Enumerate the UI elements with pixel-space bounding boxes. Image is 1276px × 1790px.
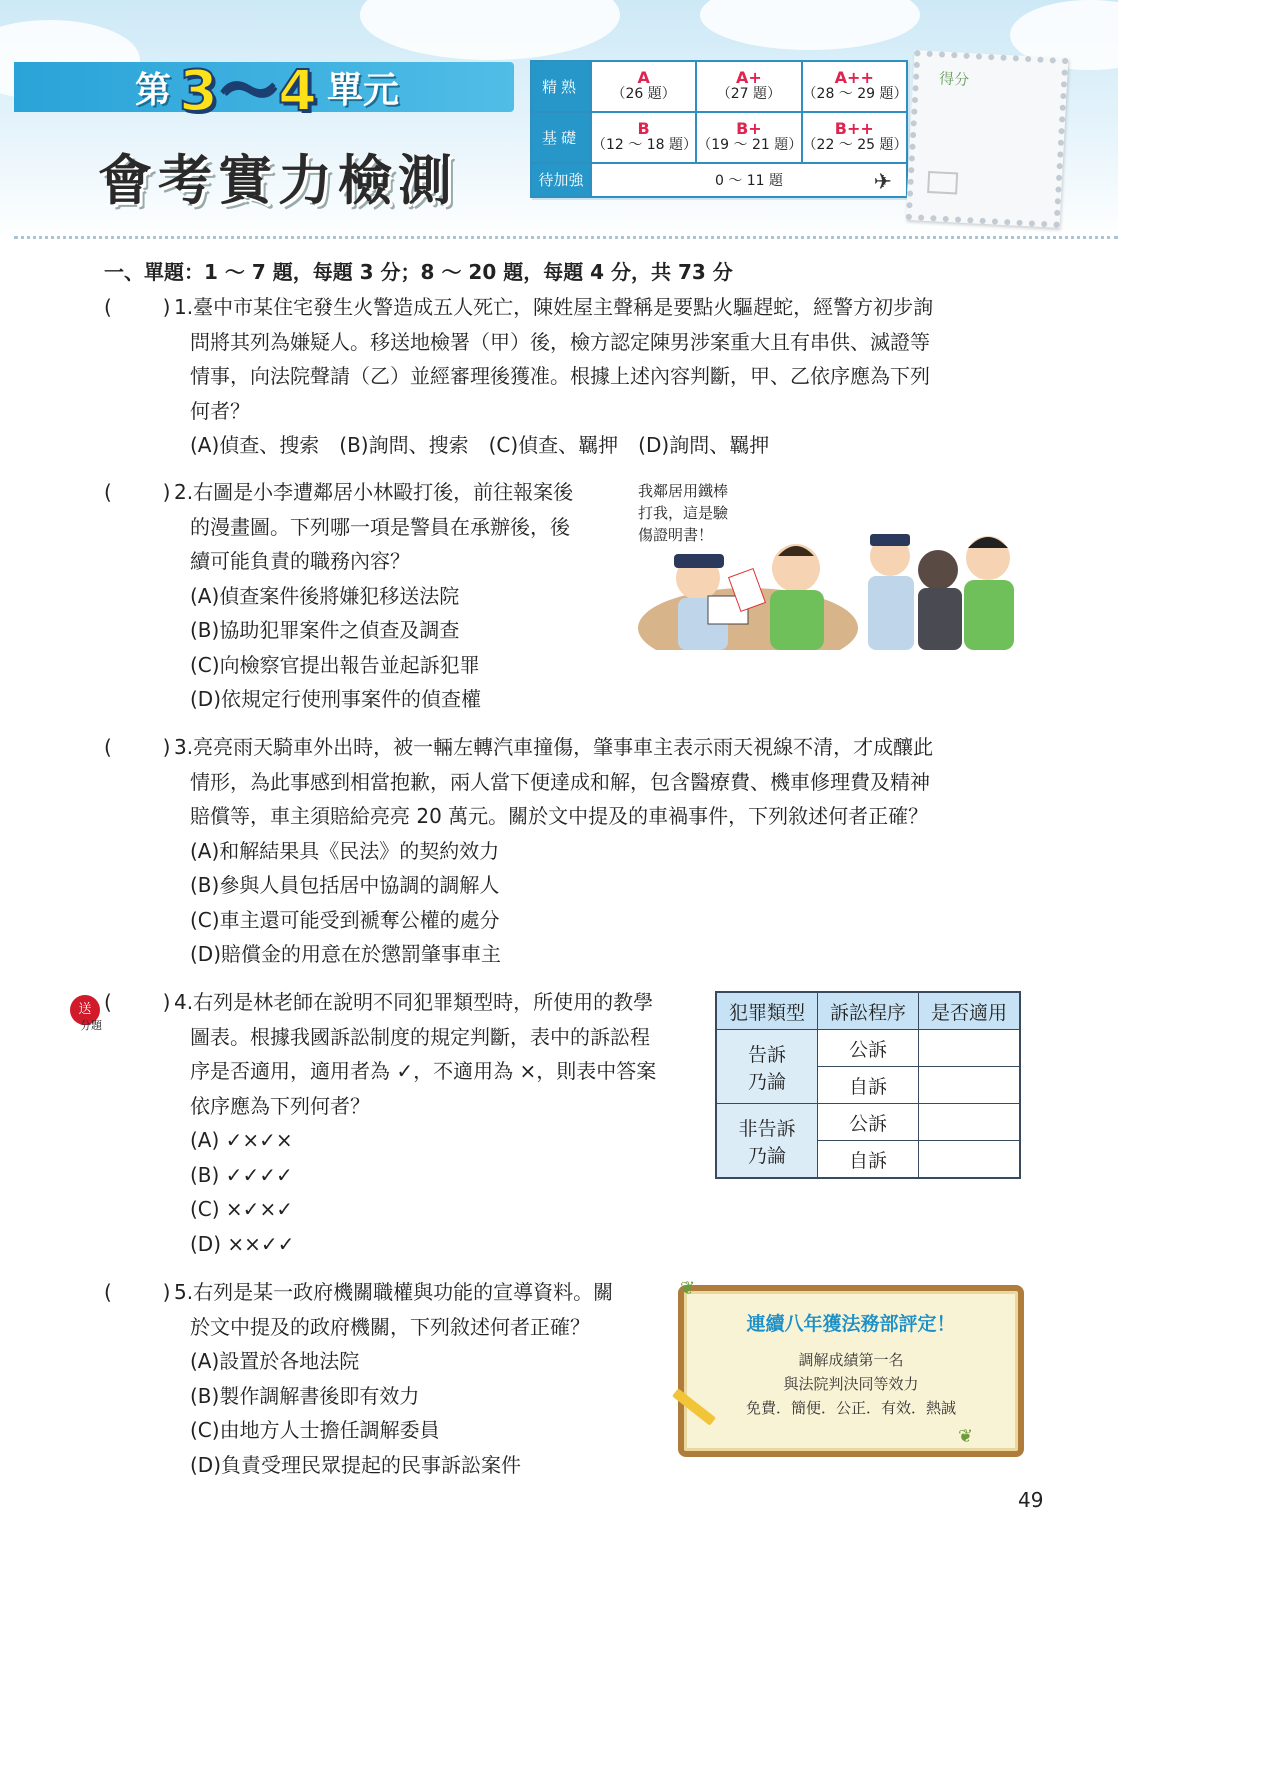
unit-title [135,52,399,122]
stem-line: 問將其列為嫌疑人。移送地檢署（甲）後，檢方認定陳男涉案重大且有串供、滅證等 [190,329,930,354]
grade-cell [802,112,907,163]
procedure: 自訴 [818,1067,919,1104]
board-line: 與法院判決同等效力 [783,1375,919,1393]
board-line: 調解成績第一名 [798,1351,904,1369]
unit-range: 3～4 [179,59,319,124]
stem-line: 右列是某一政府機關職權與功能的宣導資料。關 [193,1280,614,1304]
question-body [174,985,704,1261]
grade-letter: A [637,68,650,88]
grade-table [530,60,908,198]
option-a[interactable]: (A)偵查案件後將嫌犯移送法院 [190,583,460,608]
question-number: 2. [174,480,194,504]
option-c[interactable]: (C)由地方人士擔任調解委員 [190,1418,440,1442]
dotted-divider [14,236,1118,239]
score-label: 得分 [938,69,970,89]
grade-range: （12 ～ 18 題） [592,137,697,154]
leaf-icon: ❦ [680,1278,696,1299]
crime-type-line: 告訴 [747,1043,786,1066]
grade-cell [696,61,801,112]
applicable-cell [919,1104,1021,1141]
option-d[interactable]: (D)依規定行使刑事案件的偵查權 [190,687,482,711]
crime-type [716,1104,818,1179]
grade-cell [696,112,801,163]
crime-type-line: 非告訴 [738,1117,796,1140]
applicable-cell [919,1141,1021,1179]
table-row [716,1104,1020,1141]
grade-range: （22 ～ 25 題） [802,137,908,154]
grade-letter: A+ [736,68,762,88]
question-body [174,1275,664,1482]
speech-line: 我鄰居用鐵棒 [638,482,729,500]
grade-row [531,112,907,163]
grade-range: （19 ～ 21 題） [697,137,803,154]
question-number: 1. [174,295,194,319]
answer-blank[interactable]: ( ) [104,735,171,759]
stem-line: 情事，向法院聲請（乙）並經審理後獲准。根據上述內容判斷，甲、乙依序應為下列 [190,364,930,388]
speech-line: 傷證明書！ [638,526,714,544]
procedure: 公訴 [818,1104,919,1141]
question-number: 5. [174,1280,194,1304]
airplane-icon: ✈ [873,169,892,195]
procedure: 公訴 [818,1030,919,1067]
leaf-icon: ❦ [958,1426,974,1447]
option-d[interactable]: (D)負責受理民眾提起的民事訴訟案件 [190,1452,522,1477]
option-b[interactable]: (B)參與人員包括居中協調的調解人 [190,873,500,897]
stem-line: 情形，為此事感到相當抱歉，兩人當下便達成和解，包含醫療費、機車修理費及精神 [190,769,930,794]
cloud [360,0,620,60]
option-line[interactable]: (A)偵查、搜索 (B)詢問、搜索 (C)偵查、羈押 (D)詢問、羈押 [190,433,770,457]
applicable-cell [919,1030,1021,1067]
option-a[interactable]: (A)和解結果具《民法》的契約效力 [190,838,500,863]
grade-range: （26 題） [611,86,676,103]
table-row [716,1030,1020,1067]
crime-type-line: 乃論 [747,1070,786,1093]
column-header: 是否適用 [919,992,1021,1030]
board-line: 免費．簡便．公正．有效．熱誠 [745,1399,956,1417]
option-b[interactable]: (B)協助犯罪案件之偵查及調查 [190,618,460,642]
stem-line: 臺中市某住宅發生火警造成五人死亡，陳姓屋主聲稱是要點火驅趕蛇，經警方初步詢 [193,295,934,319]
stem-line: 右圖是小李遭鄰居小林毆打後，前往報案後 [193,480,574,504]
procedure: 自訴 [818,1141,919,1179]
board-title: 連續八年獲法務部評定！ [746,1313,956,1335]
stem-line: 圖表。根據我國訴訟制度的規定判斷，表中的訴訟程 [190,1024,650,1049]
option-d[interactable]: (D) ××✓✓ [190,1231,295,1256]
unit-suffix: 單元 [326,69,399,111]
question-stem [174,290,933,325]
applicable-cell [919,1067,1021,1104]
stem-line: 依序應為下列何者？ [190,1093,370,1118]
section-header: 一、單題：1 ～ 7 題，每題 3 分；8 ～ 20 題，每題 4 分，共 73 分 [104,260,733,284]
option-d[interactable]: (D)賠償金的用意在於懲罰肇事車主 [190,942,502,966]
stem-line: 何者？ [190,398,250,423]
badge-circle: 送 [70,995,100,1025]
question-stem [174,475,644,510]
question-number: 3. [174,735,194,759]
column-header: 犯罪類型 [716,992,818,1030]
unit-prefix: 第 [135,69,172,111]
badge-text: 分題 [80,1019,102,1032]
answer-blank[interactable]: ( ) [104,480,171,504]
option-b[interactable]: (B)製作調解書後即有效力 [190,1383,420,1408]
grade-letter: B+ [736,119,762,139]
grade-level: 待加強 [531,163,591,197]
grade-row [531,61,907,112]
grade-letter: A++ [834,68,874,88]
grade-cell [591,61,696,112]
stem-line: 亮亮雨天騎車外出時，被一輛左轉汽車撞傷，肇事車主表示雨天視線不清，才成釀此 [193,735,934,759]
stem-line: 右列是林老師在說明不同犯罪類型時，所使用的教學 [193,990,654,1014]
stem-line: 賠償等，車主須賠給亮亮 20 萬元。關於文中提及的車禍事件，下列敘述何者正確？ [190,804,929,828]
police-report-comic [638,478,1018,650]
score-stamp [906,50,1069,228]
option-b[interactable]: (B) ✓✓✓✓ [190,1162,293,1187]
answer-blank[interactable]: ( ) [104,1280,171,1304]
stem-line: 於文中提及的政府機關，下列敘述何者正確？ [190,1314,590,1339]
grade-range: （27 題） [716,86,782,103]
stem-line: 的漫畫圖。下列哪一項是警員在承辦後，後 [190,514,570,539]
grade-range: 0 ～ 11 題 [714,172,784,189]
speech-line: 打我，這是驗 [638,504,729,522]
question-stem [174,1275,664,1310]
question-body [174,290,933,463]
crime-type [716,1030,818,1104]
crime-type-line: 乃論 [747,1144,786,1167]
option-c[interactable]: (C)向檢察官提出報告並起訴犯罪 [190,652,480,677]
cloud [700,0,920,50]
grade-letter: B++ [834,119,874,139]
question-stem [174,730,933,765]
question-stem [174,985,704,1020]
option-a[interactable]: (A)設置於各地法院 [190,1349,360,1373]
question-body [174,475,644,717]
litigation-table [715,991,1021,1179]
page-number: 49 [1018,1488,1044,1512]
option-c[interactable]: (C)車主還可能受到褫奪公權的處分 [190,907,500,932]
grade-letter: B [637,119,650,139]
stem-line: 續可能負責的職務內容？ [190,549,410,573]
stem-line: 序是否適用，適用者為 ✓，不適用為 ×，則表中答案 [190,1059,657,1083]
question-number: 4. [174,990,194,1014]
column-header: 訴訟程序 [818,992,919,1030]
answer-blank[interactable]: ( ) [104,295,171,319]
table-header-row [716,992,1020,1030]
grade-level: 基礎 [531,112,591,163]
option-a[interactable]: (A) ✓×✓× [190,1128,293,1152]
grade-cell [591,112,696,163]
grade-range: （28 ～ 29 題） [802,86,908,103]
answer-blank[interactable]: ( ) [104,990,171,1014]
page-title: 會考實力檢測 [98,149,458,212]
grade-level: 精熟 [531,61,591,112]
option-c[interactable]: (C) ×✓×✓ [190,1197,293,1221]
grade-cell [802,61,907,112]
question-body [174,730,933,972]
grade-row [531,163,907,197]
envelope-icon [927,171,958,195]
grade-cell [591,163,907,197]
